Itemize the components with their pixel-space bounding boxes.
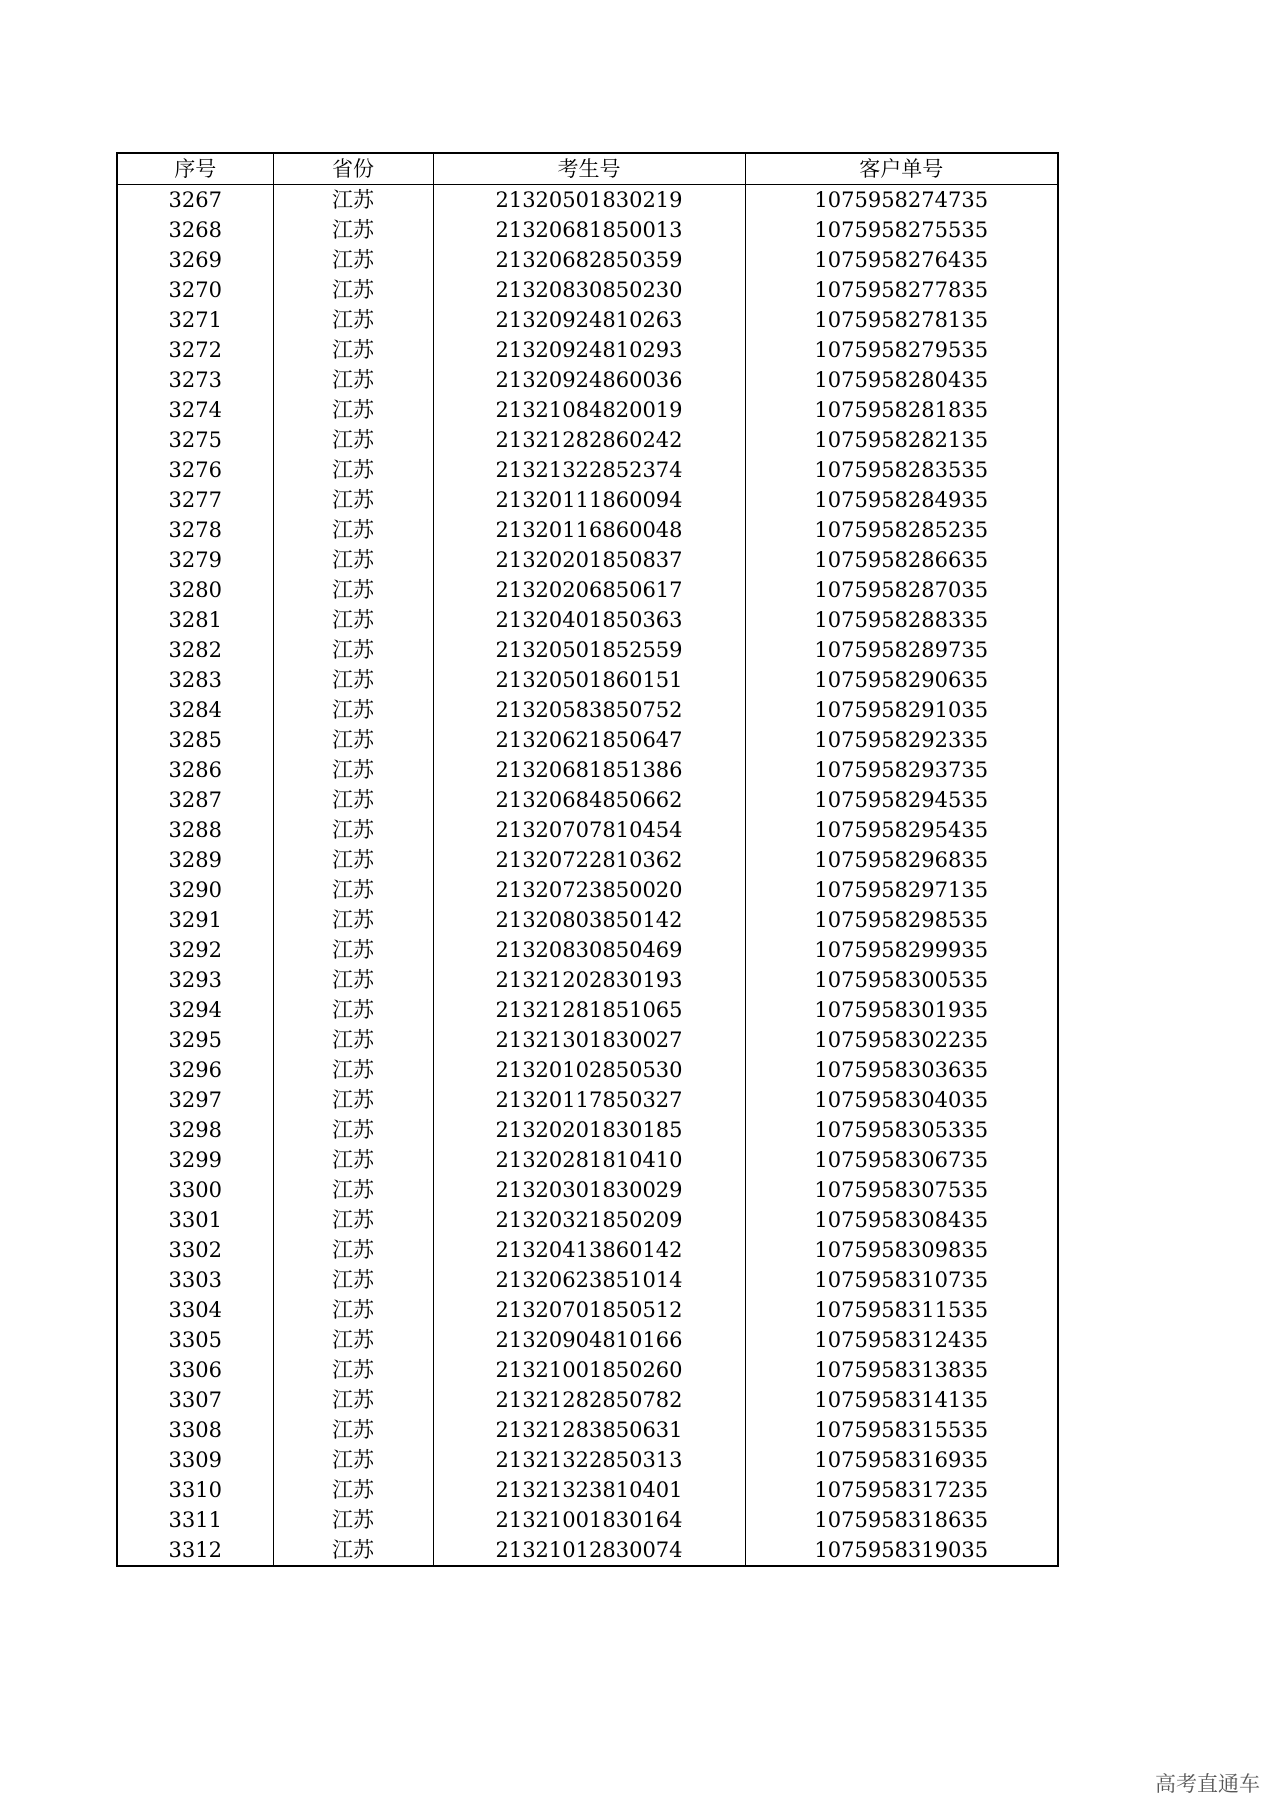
cell-province: 江苏 bbox=[273, 245, 433, 275]
cell-customer-order-number: 1075958302235 bbox=[745, 1025, 1058, 1055]
cell-serial-number: 3310 bbox=[117, 1475, 273, 1505]
cell-candidate-number: 21320206850617 bbox=[433, 575, 745, 605]
cell-province: 江苏 bbox=[273, 1325, 433, 1355]
cell-serial-number: 3291 bbox=[117, 905, 273, 935]
cell-serial-number: 3292 bbox=[117, 935, 273, 965]
table-row bbox=[117, 635, 1058, 665]
cell-candidate-number: 21320681851386 bbox=[433, 755, 745, 785]
cell-province: 江苏 bbox=[273, 995, 433, 1025]
cell-serial-number: 3281 bbox=[117, 605, 273, 635]
cell-customer-order-number: 1075958290635 bbox=[745, 665, 1058, 695]
header-serial-number: 序号 bbox=[117, 153, 273, 185]
cell-serial-number: 3298 bbox=[117, 1115, 273, 1145]
table-row bbox=[117, 965, 1058, 995]
table-row bbox=[117, 545, 1058, 575]
cell-customer-order-number: 1075958314135 bbox=[745, 1385, 1058, 1415]
cell-province: 江苏 bbox=[273, 215, 433, 245]
cell-province: 江苏 bbox=[273, 905, 433, 935]
cell-customer-order-number: 1075958291035 bbox=[745, 695, 1058, 725]
cell-province: 江苏 bbox=[273, 485, 433, 515]
cell-serial-number: 3290 bbox=[117, 875, 273, 905]
cell-province: 江苏 bbox=[273, 815, 433, 845]
cell-candidate-number: 21320413860142 bbox=[433, 1235, 745, 1265]
cell-province: 江苏 bbox=[273, 845, 433, 875]
cell-customer-order-number: 1075958288335 bbox=[745, 605, 1058, 635]
cell-customer-order-number: 1075958287035 bbox=[745, 575, 1058, 605]
cell-serial-number: 3296 bbox=[117, 1055, 273, 1085]
cell-customer-order-number: 1075958305335 bbox=[745, 1115, 1058, 1145]
cell-province: 江苏 bbox=[273, 1355, 433, 1385]
table-row bbox=[117, 815, 1058, 845]
cell-candidate-number: 21321301830027 bbox=[433, 1025, 745, 1055]
cell-serial-number: 3306 bbox=[117, 1355, 273, 1385]
table-row bbox=[117, 185, 1058, 216]
cell-province: 江苏 bbox=[273, 1085, 433, 1115]
cell-province: 江苏 bbox=[273, 1145, 433, 1175]
cell-serial-number: 3269 bbox=[117, 245, 273, 275]
table-row bbox=[117, 995, 1058, 1025]
cell-province: 江苏 bbox=[273, 455, 433, 485]
table-row bbox=[117, 905, 1058, 935]
table-row bbox=[117, 1055, 1058, 1085]
table-row bbox=[117, 875, 1058, 905]
cell-serial-number: 3272 bbox=[117, 335, 273, 365]
cell-candidate-number: 21320111860094 bbox=[433, 485, 745, 515]
table-row bbox=[117, 1505, 1058, 1535]
cell-candidate-number: 21320722810362 bbox=[433, 845, 745, 875]
cell-serial-number: 3299 bbox=[117, 1145, 273, 1175]
table-row bbox=[117, 695, 1058, 725]
cell-province: 江苏 bbox=[273, 725, 433, 755]
cell-serial-number: 3289 bbox=[117, 845, 273, 875]
cell-candidate-number: 21320684850662 bbox=[433, 785, 745, 815]
table-row bbox=[117, 1175, 1058, 1205]
cell-province: 江苏 bbox=[273, 695, 433, 725]
cell-customer-order-number: 1075958316935 bbox=[745, 1445, 1058, 1475]
cell-serial-number: 3308 bbox=[117, 1415, 273, 1445]
cell-candidate-number: 21320281810410 bbox=[433, 1145, 745, 1175]
cell-customer-order-number: 1075958300535 bbox=[745, 965, 1058, 995]
cell-candidate-number: 21320401850363 bbox=[433, 605, 745, 635]
cell-province: 江苏 bbox=[273, 1535, 433, 1566]
cell-province: 江苏 bbox=[273, 1235, 433, 1265]
cell-province: 江苏 bbox=[273, 1025, 433, 1055]
cell-serial-number: 3278 bbox=[117, 515, 273, 545]
cell-candidate-number: 21320301830029 bbox=[433, 1175, 745, 1205]
table-row bbox=[117, 1025, 1058, 1055]
cell-candidate-number: 21321322852374 bbox=[433, 455, 745, 485]
cell-customer-order-number: 1075958297135 bbox=[745, 875, 1058, 905]
table-row bbox=[117, 455, 1058, 485]
cell-candidate-number: 21320924810293 bbox=[433, 335, 745, 365]
cell-candidate-number: 21321001850260 bbox=[433, 1355, 745, 1385]
cell-province: 江苏 bbox=[273, 1505, 433, 1535]
cell-province: 江苏 bbox=[273, 935, 433, 965]
cell-serial-number: 3311 bbox=[117, 1505, 273, 1535]
cell-candidate-number: 21320501830219 bbox=[433, 185, 745, 216]
cell-candidate-number: 21321202830193 bbox=[433, 965, 745, 995]
cell-customer-order-number: 1075958286635 bbox=[745, 545, 1058, 575]
table-header bbox=[117, 153, 1058, 185]
cell-candidate-number: 21320116860048 bbox=[433, 515, 745, 545]
table-row bbox=[117, 1205, 1058, 1235]
cell-province: 江苏 bbox=[273, 965, 433, 995]
cell-candidate-number: 21321282850782 bbox=[433, 1385, 745, 1415]
cell-customer-order-number: 1075958278135 bbox=[745, 305, 1058, 335]
cell-candidate-number: 21320621850647 bbox=[433, 725, 745, 755]
table-row bbox=[117, 485, 1058, 515]
cell-serial-number: 3275 bbox=[117, 425, 273, 455]
cell-serial-number: 3302 bbox=[117, 1235, 273, 1265]
cell-province: 江苏 bbox=[273, 515, 433, 545]
cell-candidate-number: 21321322850313 bbox=[433, 1445, 745, 1475]
cell-province: 江苏 bbox=[273, 755, 433, 785]
cell-customer-order-number: 1075958315535 bbox=[745, 1415, 1058, 1445]
table-row bbox=[117, 1445, 1058, 1475]
cell-candidate-number: 21320623851014 bbox=[433, 1265, 745, 1295]
cell-customer-order-number: 1075958275535 bbox=[745, 215, 1058, 245]
cell-serial-number: 3295 bbox=[117, 1025, 273, 1055]
cell-candidate-number: 21320501860151 bbox=[433, 665, 745, 695]
cell-customer-order-number: 1075958296835 bbox=[745, 845, 1058, 875]
table-row bbox=[117, 305, 1058, 335]
table-row bbox=[117, 1085, 1058, 1115]
cell-serial-number: 3284 bbox=[117, 695, 273, 725]
table-row bbox=[117, 1535, 1058, 1566]
table-row bbox=[117, 1235, 1058, 1265]
cell-candidate-number: 21320904810166 bbox=[433, 1325, 745, 1355]
cell-serial-number: 3288 bbox=[117, 815, 273, 845]
table-row bbox=[117, 1475, 1058, 1505]
table-row bbox=[117, 935, 1058, 965]
cell-customer-order-number: 1075958280435 bbox=[745, 365, 1058, 395]
cell-province: 江苏 bbox=[273, 1265, 433, 1295]
cell-serial-number: 3282 bbox=[117, 635, 273, 665]
cell-serial-number: 3270 bbox=[117, 275, 273, 305]
cell-candidate-number: 21320682850359 bbox=[433, 245, 745, 275]
cell-province: 江苏 bbox=[273, 1175, 433, 1205]
cell-customer-order-number: 1075958318635 bbox=[745, 1505, 1058, 1535]
table-row bbox=[117, 1385, 1058, 1415]
table-row bbox=[117, 1355, 1058, 1385]
cell-candidate-number: 21320830850230 bbox=[433, 275, 745, 305]
cell-candidate-number: 21321012830074 bbox=[433, 1535, 745, 1566]
cell-province: 江苏 bbox=[273, 425, 433, 455]
table-row bbox=[117, 1265, 1058, 1295]
cell-province: 江苏 bbox=[273, 365, 433, 395]
cell-customer-order-number: 1075958310735 bbox=[745, 1265, 1058, 1295]
header-candidate-number: 考生号 bbox=[433, 153, 745, 185]
cell-serial-number: 3303 bbox=[117, 1265, 273, 1295]
table-body bbox=[117, 185, 1058, 1567]
cell-customer-order-number: 1075958301935 bbox=[745, 995, 1058, 1025]
cell-serial-number: 3307 bbox=[117, 1385, 273, 1415]
table-row bbox=[117, 1415, 1058, 1445]
table-row bbox=[117, 1325, 1058, 1355]
cell-candidate-number: 21320201850837 bbox=[433, 545, 745, 575]
table-row bbox=[117, 275, 1058, 305]
cell-customer-order-number: 1075958293735 bbox=[745, 755, 1058, 785]
cell-customer-order-number: 1075958274735 bbox=[745, 185, 1058, 216]
cell-customer-order-number: 1075958308435 bbox=[745, 1205, 1058, 1235]
cell-candidate-number: 21320803850142 bbox=[433, 905, 745, 935]
data-table bbox=[116, 152, 1059, 1567]
table-row bbox=[117, 515, 1058, 545]
cell-province: 江苏 bbox=[273, 1115, 433, 1145]
table-row bbox=[117, 1115, 1058, 1145]
cell-candidate-number: 21320501852559 bbox=[433, 635, 745, 665]
cell-province: 江苏 bbox=[273, 875, 433, 905]
cell-customer-order-number: 1075958319035 bbox=[745, 1535, 1058, 1566]
header-province: 省份 bbox=[273, 153, 433, 185]
cell-province: 江苏 bbox=[273, 1415, 433, 1445]
cell-candidate-number: 21320830850469 bbox=[433, 935, 745, 965]
header-customer-order-number: 客户单号 bbox=[745, 153, 1058, 185]
cell-province: 江苏 bbox=[273, 575, 433, 605]
cell-province: 江苏 bbox=[273, 275, 433, 305]
table-row bbox=[117, 245, 1058, 275]
cell-candidate-number: 21320924860036 bbox=[433, 365, 745, 395]
cell-customer-order-number: 1075958307535 bbox=[745, 1175, 1058, 1205]
watermark-text: 高考直通车 bbox=[1155, 1772, 1260, 1796]
table-row bbox=[117, 785, 1058, 815]
cell-customer-order-number: 1075958283535 bbox=[745, 455, 1058, 485]
cell-customer-order-number: 1075958295435 bbox=[745, 815, 1058, 845]
cell-customer-order-number: 1075958277835 bbox=[745, 275, 1058, 305]
cell-serial-number: 3309 bbox=[117, 1445, 273, 1475]
cell-serial-number: 3286 bbox=[117, 755, 273, 785]
cell-serial-number: 3277 bbox=[117, 485, 273, 515]
cell-serial-number: 3280 bbox=[117, 575, 273, 605]
cell-province: 江苏 bbox=[273, 785, 433, 815]
cell-candidate-number: 21320321850209 bbox=[433, 1205, 745, 1235]
table-row bbox=[117, 425, 1058, 455]
cell-customer-order-number: 1075958289735 bbox=[745, 635, 1058, 665]
cell-province: 江苏 bbox=[273, 1475, 433, 1505]
cell-candidate-number: 21320707810454 bbox=[433, 815, 745, 845]
cell-customer-order-number: 1075958313835 bbox=[745, 1355, 1058, 1385]
cell-customer-order-number: 1075958279535 bbox=[745, 335, 1058, 365]
cell-customer-order-number: 1075958281835 bbox=[745, 395, 1058, 425]
cell-serial-number: 3294 bbox=[117, 995, 273, 1025]
cell-customer-order-number: 1075958309835 bbox=[745, 1235, 1058, 1265]
cell-customer-order-number: 1075958294535 bbox=[745, 785, 1058, 815]
cell-candidate-number: 21320117850327 bbox=[433, 1085, 745, 1115]
cell-serial-number: 3279 bbox=[117, 545, 273, 575]
cell-serial-number: 3276 bbox=[117, 455, 273, 485]
table-row bbox=[117, 395, 1058, 425]
cell-serial-number: 3293 bbox=[117, 965, 273, 995]
cell-province: 江苏 bbox=[273, 545, 433, 575]
cell-serial-number: 3267 bbox=[117, 185, 273, 216]
cell-customer-order-number: 1075958299935 bbox=[745, 935, 1058, 965]
cell-province: 江苏 bbox=[273, 635, 433, 665]
table-row bbox=[117, 365, 1058, 395]
cell-customer-order-number: 1075958292335 bbox=[745, 725, 1058, 755]
cell-customer-order-number: 1075958285235 bbox=[745, 515, 1058, 545]
cell-candidate-number: 21321282860242 bbox=[433, 425, 745, 455]
cell-province: 江苏 bbox=[273, 305, 433, 335]
cell-customer-order-number: 1075958304035 bbox=[745, 1085, 1058, 1115]
cell-serial-number: 3301 bbox=[117, 1205, 273, 1235]
cell-candidate-number: 21321001830164 bbox=[433, 1505, 745, 1535]
cell-customer-order-number: 1075958306735 bbox=[745, 1145, 1058, 1175]
cell-serial-number: 3304 bbox=[117, 1295, 273, 1325]
cell-customer-order-number: 1075958276435 bbox=[745, 245, 1058, 275]
cell-customer-order-number: 1075958317235 bbox=[745, 1475, 1058, 1505]
cell-province: 江苏 bbox=[273, 1385, 433, 1415]
cell-candidate-number: 21321283850631 bbox=[433, 1415, 745, 1445]
cell-candidate-number: 21320723850020 bbox=[433, 875, 745, 905]
cell-candidate-number: 21320102850530 bbox=[433, 1055, 745, 1085]
header-row bbox=[117, 153, 1058, 185]
table-row bbox=[117, 215, 1058, 245]
table-row bbox=[117, 845, 1058, 875]
cell-province: 江苏 bbox=[273, 1445, 433, 1475]
table-row bbox=[117, 665, 1058, 695]
cell-serial-number: 3283 bbox=[117, 665, 273, 695]
cell-serial-number: 3300 bbox=[117, 1175, 273, 1205]
cell-customer-order-number: 1075958311535 bbox=[745, 1295, 1058, 1325]
cell-serial-number: 3271 bbox=[117, 305, 273, 335]
cell-candidate-number: 21321084820019 bbox=[433, 395, 745, 425]
cell-candidate-number: 21320701850512 bbox=[433, 1295, 745, 1325]
cell-province: 江苏 bbox=[273, 185, 433, 216]
table-row bbox=[117, 605, 1058, 635]
cell-customer-order-number: 1075958298535 bbox=[745, 905, 1058, 935]
cell-serial-number: 3268 bbox=[117, 215, 273, 245]
cell-province: 江苏 bbox=[273, 335, 433, 365]
table-row bbox=[117, 1295, 1058, 1325]
table-row bbox=[117, 1145, 1058, 1175]
cell-candidate-number: 21320583850752 bbox=[433, 695, 745, 725]
cell-candidate-number: 21321281851065 bbox=[433, 995, 745, 1025]
cell-candidate-number: 21320924810263 bbox=[433, 305, 745, 335]
cell-province: 江苏 bbox=[273, 605, 433, 635]
cell-serial-number: 3285 bbox=[117, 725, 273, 755]
cell-candidate-number: 21320681850013 bbox=[433, 215, 745, 245]
table-row bbox=[117, 755, 1058, 785]
table-row bbox=[117, 725, 1058, 755]
cell-candidate-number: 21320201830185 bbox=[433, 1115, 745, 1145]
table-row bbox=[117, 335, 1058, 365]
cell-customer-order-number: 1075958312435 bbox=[745, 1325, 1058, 1355]
cell-serial-number: 3287 bbox=[117, 785, 273, 815]
cell-serial-number: 3273 bbox=[117, 365, 273, 395]
cell-candidate-number: 21321323810401 bbox=[433, 1475, 745, 1505]
cell-customer-order-number: 1075958303635 bbox=[745, 1055, 1058, 1085]
cell-province: 江苏 bbox=[273, 665, 433, 695]
cell-serial-number: 3312 bbox=[117, 1535, 273, 1566]
cell-province: 江苏 bbox=[273, 1205, 433, 1235]
cell-serial-number: 3297 bbox=[117, 1085, 273, 1115]
cell-province: 江苏 bbox=[273, 1055, 433, 1085]
cell-serial-number: 3274 bbox=[117, 395, 273, 425]
cell-customer-order-number: 1075958282135 bbox=[745, 425, 1058, 455]
cell-province: 江苏 bbox=[273, 1295, 433, 1325]
table-row bbox=[117, 575, 1058, 605]
cell-province: 江苏 bbox=[273, 395, 433, 425]
cell-customer-order-number: 1075958284935 bbox=[745, 485, 1058, 515]
cell-serial-number: 3305 bbox=[117, 1325, 273, 1355]
